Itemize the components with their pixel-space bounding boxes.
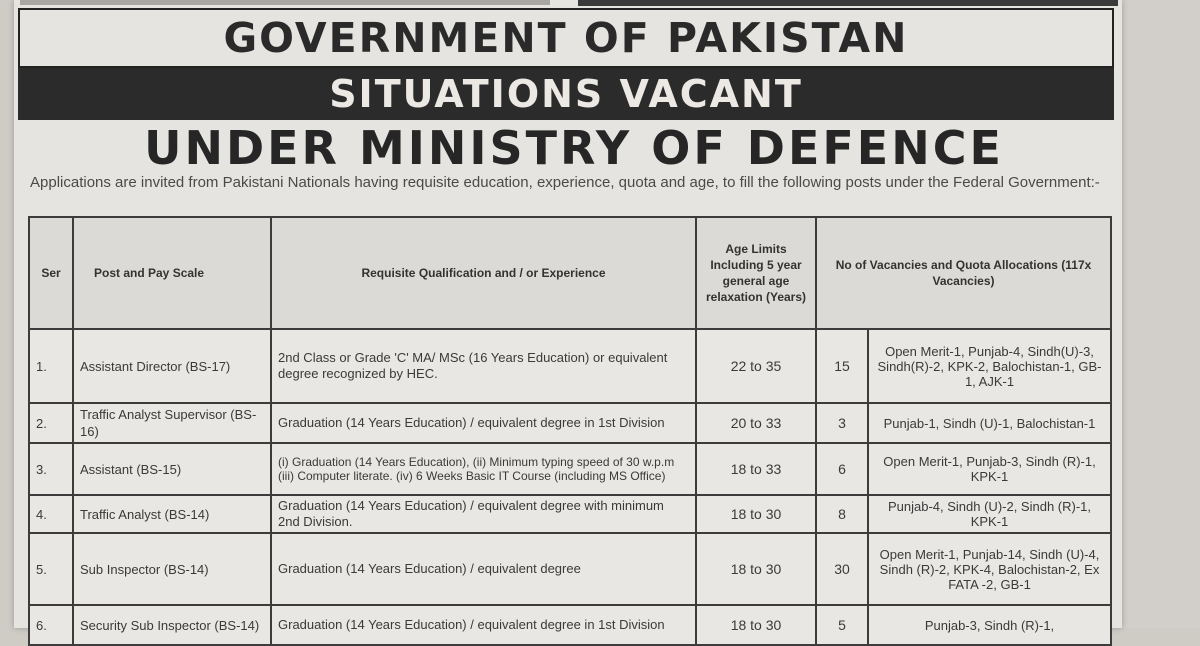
cell-vacancy-count: 5 <box>816 605 868 645</box>
title-box <box>18 8 1114 68</box>
table-row <box>29 443 1111 495</box>
cell-age: 18 to 30 <box>696 605 816 645</box>
table-row <box>29 403 1111 443</box>
table-row <box>29 329 1111 403</box>
cell-ser: 2. <box>29 403 73 443</box>
cell-age: 22 to 35 <box>696 329 816 403</box>
cell-post: Assistant (BS-15) <box>73 443 271 495</box>
situations-vacant-banner <box>18 68 1114 120</box>
header-vacancies: No of Vacancies and Quota Allocations (117x Vacancies) <box>816 217 1111 329</box>
cell-post: Traffic Analyst (BS-14) <box>73 495 271 533</box>
cell-age: 18 to 30 <box>696 495 816 533</box>
table-row <box>29 605 1111 645</box>
page-title: GOVERNMENT OF PAKISTAN <box>223 14 909 62</box>
cell-post: Traffic Analyst Supervisor (BS-16) <box>73 403 271 443</box>
cell-allocation: Punjab-1, Sindh (U)-1, Balochistan-1 <box>868 403 1111 443</box>
cell-qualification: 2nd Class or Grade 'C' MA/ MSc (16 Years Education) or equivalent degree recognized by HEC. <box>271 329 696 403</box>
cell-allocation: Punjab-4, Sindh (U)-2, Sindh (R)-1, KPK-1 <box>868 495 1111 533</box>
cell-qualification: Graduation (14 Years Education) / equivalent degree with minimum 2nd Division. <box>271 495 696 533</box>
cell-ser: 3. <box>29 443 73 495</box>
cell-ser: 6. <box>29 605 73 645</box>
cell-vacancy-count: 8 <box>816 495 868 533</box>
cell-ser: 5. <box>29 533 73 605</box>
header-qualification: Requisite Qualification and / or Experience <box>271 217 696 329</box>
cell-allocation: Punjab-3, Sindh (R)-1, <box>868 605 1111 645</box>
cell-vacancy-count: 6 <box>816 443 868 495</box>
table-row <box>29 495 1111 533</box>
cell-ser: 4. <box>29 495 73 533</box>
cell-age: 20 to 33 <box>696 403 816 443</box>
cell-post: Assistant Director (BS-17) <box>73 329 271 403</box>
vacancies-table <box>28 216 1112 646</box>
cell-qualification: Graduation (14 Years Education) / equivalent degree <box>271 533 696 605</box>
cell-ser: 1. <box>29 329 73 403</box>
cell-vacancy-count: 15 <box>816 329 868 403</box>
intro-text: Applications are invited from Pakistani Nationals having requisite education, experience, quota and age, to fill the following posts under the Federal Government:- <box>30 174 1100 191</box>
cell-vacancy-count: 30 <box>816 533 868 605</box>
cell-post: Security Sub Inspector (BS-14) <box>73 605 271 645</box>
header-post: Post and Pay Scale <box>73 217 271 329</box>
header-ser: Ser <box>29 217 73 329</box>
previous-ad-edge-dark <box>578 0 1118 6</box>
cell-vacancy-count: 3 <box>816 403 868 443</box>
cell-post: Sub Inspector (BS-14) <box>73 533 271 605</box>
cell-allocation: Open Merit-1, Punjab-3, Sindh (R)-1, KPK-1 <box>868 443 1111 495</box>
cell-age: 18 to 30 <box>696 533 816 605</box>
cell-qualification: Graduation (14 Years Education) / equivalent degree in 1st Division <box>271 605 696 645</box>
cell-age: 18 to 33 <box>696 443 816 495</box>
cell-allocation: Open Merit-1, Punjab-14, Sindh (U)-4, Sindh (R)-2, KPK-4, Balochistan-2, Ex FATA -2, GB-1 <box>868 533 1111 605</box>
cell-allocation: Open Merit-1, Punjab-4, Sindh(U)-3, Sindh(R)-2, KPK-2, Balochistan-1, GB-1, AJK-1 <box>868 329 1111 403</box>
banner-text: SITUATIONS VACANT <box>329 72 803 116</box>
table-row <box>29 533 1111 605</box>
header-age: Age Limits Including 5 year general age relaxation (Years) <box>696 217 816 329</box>
cell-qualification: Graduation (14 Years Education) / equivalent degree in 1st Division <box>271 403 696 443</box>
background-surface <box>1122 0 1200 628</box>
cell-qualification: (i) Graduation (14 Years Education), (ii) Minimum typing speed of 30 w.p.m (iii) Computer literate. (iv) 6 Weeks Basic IT Course (including MS Office) <box>271 443 696 495</box>
table-header-row <box>29 217 1111 329</box>
ministry-heading: UNDER MINISTRY OF DEFENCE <box>144 121 1004 175</box>
previous-ad-edge <box>20 0 550 5</box>
